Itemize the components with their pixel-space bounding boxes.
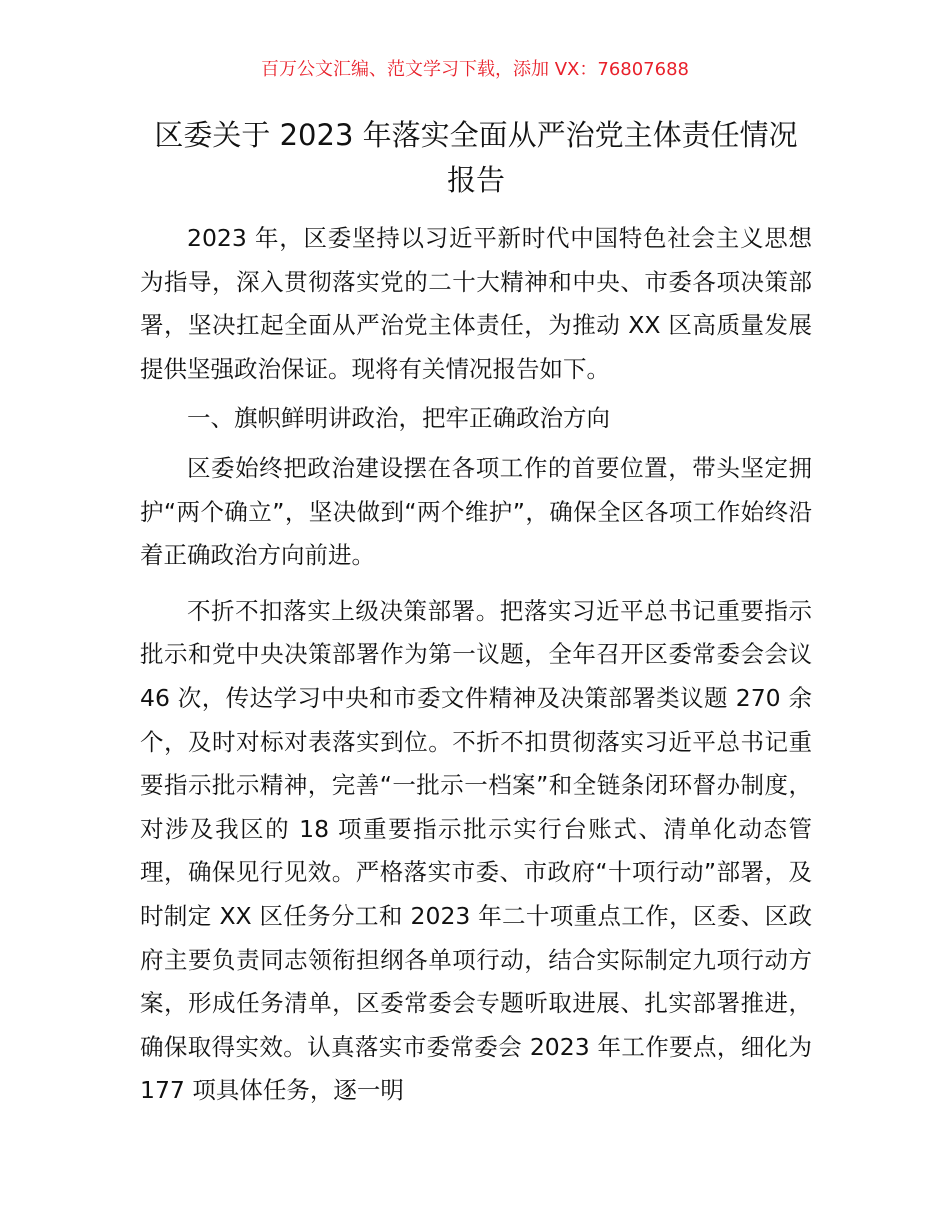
header-watermark-note: 百万公文汇编、范文学习下载，添加 VX：76807688 bbox=[261, 59, 689, 80]
document-title: 区委关于 2023 年落实全面从严治党主体责任情况报告 bbox=[154, 118, 798, 197]
document-body bbox=[140, 217, 812, 1113]
intro-paragraph: 2023 年，区委坚持以习近平新时代中国特色社会主义思想为指导，深入贯彻落实党的二十大精神和中央、市委各项决策部署，坚决扛起全面从严治党主体责任，为推动 XX 区高质量发展提供坚强政治保证。现将有关情况报告如下。 bbox=[140, 224, 812, 383]
section-1-heading: 一、旗帜鲜明讲政治，把牢正确政治方向 bbox=[187, 404, 610, 433]
section-1-lead-paragraph: 区委始终把政治建设摆在各项工作的首要位置，带头坚定拥护“两个确立”，坚决做到“两个维护”，确保全区各项工作始终沿着正确政治方向前进。 bbox=[140, 453, 812, 570]
section-1-detail-paragraph: 不折不扣落实上级决策部署。把落实习近平总书记重要指示批示和党中央决策部署作为第一议题，全年召开区委常委会会议 46 次，传达学习中央和市委文件精神及决策部署类议题 270 余个，及时对标对表落实到位。不折不扣贯彻落实习近平总书记重要指示批示精神，完善“一批示一档案”和全链条闭环督办制度，对涉及我区的 18 项重要指示批示实行台账式、清单化动态管理，确保见行见效。严格落实市委、市政府“十项行动”部署，及时制定 XX 区任务分工和 2023 年二十项重点工作，区委、区政府主要负责同志领衔担纲各单项行动，结合实际制定九项行动方案，形成任务清单，区委常委会专题听取进展、扎实部署推进，确保取得实效。认真落实市委常委会 2023 年工作要点，细化为 177 项具体任务，逐一明 bbox=[140, 596, 812, 1105]
